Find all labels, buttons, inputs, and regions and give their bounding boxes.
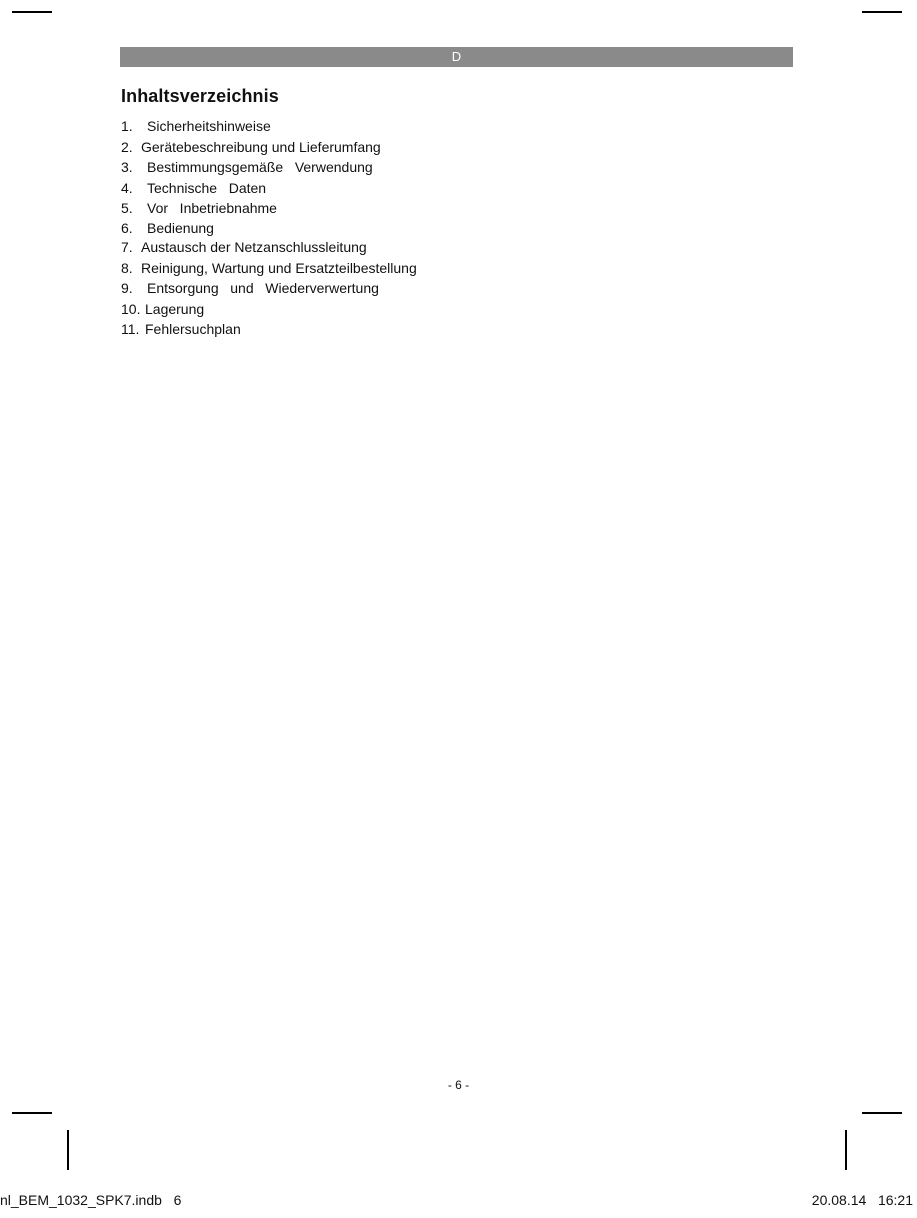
toc-item[interactable] bbox=[121, 116, 417, 137]
toc-item-label: Fehlersuchplan bbox=[145, 321, 241, 338]
toc-item-label: Sicherheitshinweise bbox=[147, 118, 271, 134]
toc-item-number: 8. bbox=[121, 259, 133, 276]
toc-item[interactable] bbox=[121, 219, 417, 237]
toc-item-label: Technische Daten bbox=[147, 179, 267, 196]
toc-item-number: 1. bbox=[121, 118, 133, 134]
toc-item[interactable] bbox=[121, 198, 417, 219]
toc-item-number: 6. bbox=[121, 219, 133, 236]
toc-item-label: Gerätebeschreibung und Lieferumfang bbox=[141, 138, 381, 155]
toc-item[interactable] bbox=[121, 157, 417, 178]
crop-mark-bottom-left-vertical bbox=[67, 1130, 69, 1170]
toc-item-label: Bedienung bbox=[147, 219, 214, 236]
print-slug-timestamp: 20.08.14 16:21 bbox=[811, 1192, 913, 1208]
toc-item[interactable] bbox=[121, 178, 417, 199]
toc-item[interactable] bbox=[121, 258, 417, 279]
language-tab: D bbox=[120, 47, 793, 67]
toc-item-number: 11. bbox=[121, 321, 140, 338]
toc-item[interactable] bbox=[121, 237, 417, 258]
print-slug-filename: nl_BEM_1032_SPK7.indb 6 bbox=[0, 1192, 182, 1208]
page-number: - 6 - bbox=[447, 1078, 470, 1092]
toc-item-label: Bestimmungsgemäße Verwendung bbox=[147, 159, 373, 176]
table-of-contents bbox=[121, 116, 417, 340]
toc-item-number: 7. bbox=[121, 238, 133, 255]
toc-item-number: 4. bbox=[121, 179, 133, 196]
page-title: Inhaltsverzeichnis bbox=[121, 86, 279, 106]
toc-item-label: Vor Inbetriebnahme bbox=[147, 200, 277, 217]
toc-item-label: Entsorgung und Wiederverwertung bbox=[147, 280, 379, 297]
crop-mark-bottom-right-vertical bbox=[845, 1130, 847, 1170]
toc-item-label: Austausch der Netzanschlussleitung bbox=[141, 238, 367, 255]
crop-mark-top-left bbox=[12, 11, 52, 13]
toc-item[interactable] bbox=[121, 319, 417, 340]
toc-item[interactable] bbox=[121, 278, 417, 299]
toc-item[interactable] bbox=[121, 137, 417, 158]
toc-item-number: 10. bbox=[121, 300, 141, 317]
crop-mark-top-right bbox=[862, 11, 902, 13]
toc-item-label: Lagerung bbox=[145, 300, 205, 317]
toc-item-number: 3. bbox=[121, 159, 133, 176]
toc-item-number: 5. bbox=[121, 200, 133, 217]
crop-mark-bottom-left bbox=[12, 1112, 52, 1114]
toc-item[interactable] bbox=[121, 299, 417, 320]
toc-item-number: 9. bbox=[121, 280, 133, 297]
crop-mark-bottom-right bbox=[862, 1112, 902, 1114]
toc-item-label: Reinigung, Wartung und Ersatzteilbestellung bbox=[141, 259, 417, 276]
toc-item-number: 2. bbox=[121, 138, 133, 155]
